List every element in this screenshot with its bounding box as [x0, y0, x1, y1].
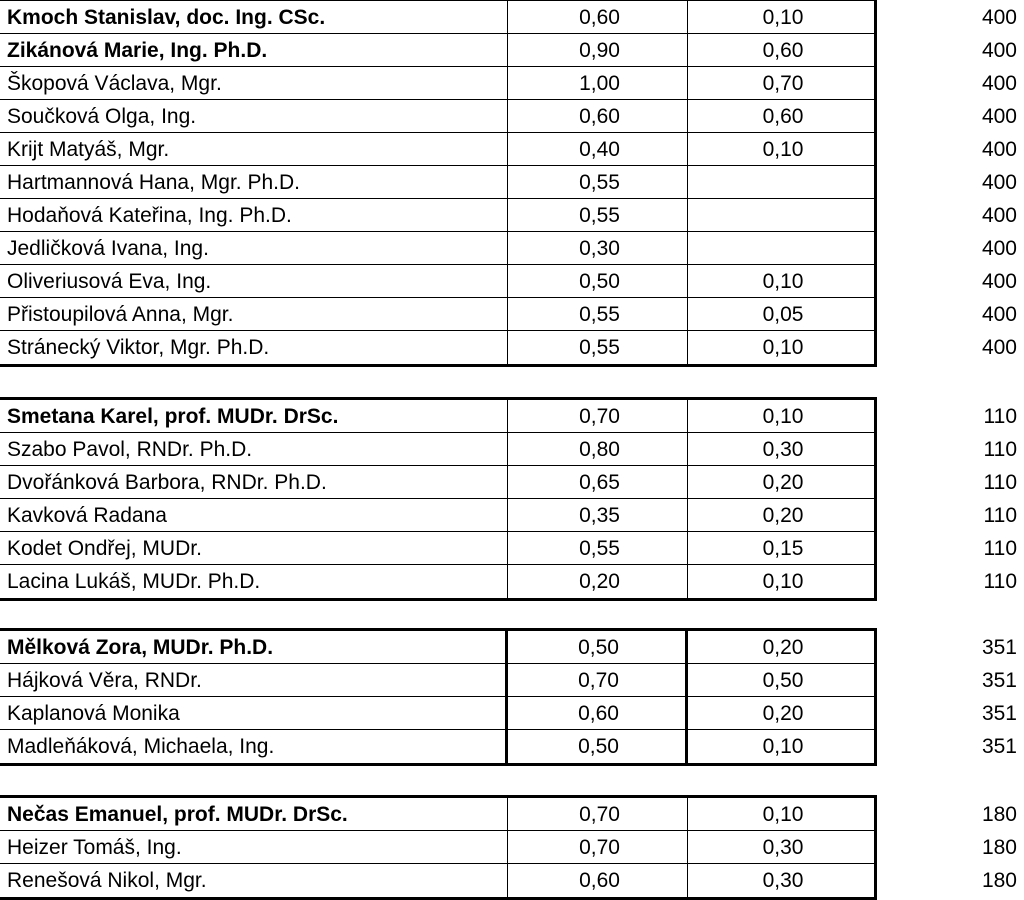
table-row — [0, 565, 874, 598]
table-row — [0, 466, 874, 499]
value1-cell[interactable]: 0,70 — [508, 831, 688, 863]
value1-cell[interactable]: 0,55 — [508, 166, 688, 198]
name-cell[interactable]: Szabo Pavol, RNDr. Ph.D. — [0, 433, 508, 465]
value2-cell[interactable]: 0,60 — [762, 105, 804, 128]
table-row — [0, 499, 874, 532]
table-row — [0, 298, 874, 331]
value1-cell[interactable]: 0,60 — [508, 697, 688, 729]
name-cell[interactable]: Smetana Karel, prof. MUDr. DrSc. — [0, 400, 508, 432]
name-cell[interactable]: Zikánová Marie, Ing. Ph.D. — [0, 34, 508, 66]
table-row — [0, 798, 874, 831]
name-cell[interactable]: Kmoch Stanislav, doc. Ing. CSc. — [0, 1, 508, 33]
code-cell[interactable]: 110 — [983, 438, 1017, 461]
name-cell[interactable]: Mělková Zora, MUDr. Ph.D. — [0, 631, 508, 663]
value1-cell[interactable]: 0,50 — [508, 730, 688, 763]
value2-cell[interactable] — [688, 199, 874, 231]
value2-cell[interactable]: 0,10 — [762, 6, 804, 29]
value2-cell[interactable]: 0,20 — [762, 636, 804, 659]
table-group — [0, 795, 877, 900]
code-cell[interactable]: 351 — [981, 669, 1017, 692]
value2-cell[interactable]: 0,10 — [762, 405, 804, 428]
value1-cell[interactable]: 0,60 — [508, 1, 688, 33]
value2-cell[interactable]: 0,05 — [762, 303, 804, 326]
name-cell[interactable]: Jedličková Ivana, Ing. — [0, 232, 508, 264]
value1-cell[interactable]: 0,80 — [508, 433, 688, 465]
value1-cell[interactable]: 0,65 — [508, 466, 688, 498]
name-cell[interactable]: Oliveriusová Eva, Ing. — [0, 265, 508, 297]
value2-cell[interactable]: 0,10 — [762, 138, 804, 161]
name-cell[interactable]: Lacina Lukáš, MUDr. Ph.D. — [0, 565, 508, 598]
table-row — [0, 831, 874, 864]
code-cell[interactable]: 180 — [981, 869, 1017, 892]
table-group — [0, 628, 877, 766]
value2-cell[interactable]: 0,10 — [762, 570, 804, 593]
table-row — [0, 400, 874, 433]
table-row — [0, 864, 874, 897]
name-cell[interactable]: Hodaňová Kateřina, Ing. Ph.D. — [0, 199, 508, 231]
code-cell[interactable]: 110 — [983, 405, 1017, 428]
table-row — [0, 433, 874, 466]
name-cell[interactable]: Součková Olga, Ing. — [0, 100, 508, 132]
code-cell[interactable]: 400 — [981, 336, 1017, 359]
code-cell[interactable]: 400 — [981, 6, 1017, 29]
value2-cell[interactable]: 0,20 — [762, 471, 804, 494]
code-cell[interactable]: 400 — [981, 39, 1017, 62]
value2-cell[interactable]: 0,30 — [762, 438, 804, 461]
name-cell[interactable]: Stránecký Viktor, Mgr. Ph.D. — [0, 331, 508, 364]
code-cell[interactable]: 110 — [983, 537, 1017, 560]
value1-cell[interactable]: 0,70 — [508, 798, 688, 830]
table-row — [0, 166, 874, 199]
table-row — [0, 133, 874, 166]
name-cell[interactable]: Renešová Nikol, Mgr. — [0, 864, 508, 897]
code-cell[interactable]: 110 — [983, 570, 1017, 593]
table-row — [0, 265, 874, 298]
table-row — [0, 67, 874, 100]
value2-cell[interactable]: 0,20 — [762, 504, 804, 527]
value2-cell[interactable] — [688, 166, 874, 198]
value1-cell[interactable]: 0,40 — [508, 133, 688, 165]
value1-cell[interactable]: 0,55 — [508, 298, 688, 330]
value2-cell[interactable]: 0,30 — [762, 869, 804, 892]
value1-cell[interactable]: 1,00 — [508, 67, 688, 99]
value2-cell[interactable]: 0,10 — [762, 735, 804, 758]
value1-cell[interactable]: 0,55 — [508, 199, 688, 231]
code-cell[interactable]: 180 — [981, 836, 1017, 859]
code-cell[interactable]: 400 — [981, 303, 1017, 326]
table-group — [0, 397, 877, 601]
code-cell[interactable]: 400 — [981, 204, 1017, 227]
code-cell[interactable]: 351 — [981, 636, 1017, 659]
code-cell[interactable]: 400 — [981, 237, 1017, 260]
table-row — [0, 631, 874, 664]
code-cell[interactable]: 400 — [981, 171, 1017, 194]
value2-cell[interactable]: 0,60 — [762, 39, 804, 62]
code-cell[interactable]: 351 — [981, 702, 1017, 725]
table-row — [0, 1, 874, 34]
name-cell[interactable]: Madleňáková, Michaela, Ing. — [0, 730, 508, 763]
value1-cell[interactable]: 0,70 — [508, 400, 688, 432]
value1-cell[interactable]: 0,20 — [508, 565, 688, 598]
name-cell[interactable]: Kaplanová Monika — [0, 697, 508, 729]
value2-cell[interactable]: 0,70 — [762, 72, 804, 95]
name-cell[interactable]: Škopová Václava, Mgr. — [0, 67, 508, 99]
code-cell[interactable]: 400 — [981, 105, 1017, 128]
name-cell[interactable]: Přistoupilová Anna, Mgr. — [0, 298, 508, 330]
name-cell[interactable]: Heizer Tomáš, Ing. — [0, 831, 508, 863]
value1-cell[interactable]: 0,55 — [508, 331, 688, 364]
table-row — [0, 697, 874, 730]
code-cell[interactable]: 351 — [981, 735, 1017, 758]
name-cell[interactable]: Hartmannová Hana, Mgr. Ph.D. — [0, 166, 508, 198]
value2-cell[interactable]: 0,50 — [762, 669, 804, 692]
value2-cell[interactable] — [688, 232, 874, 264]
value2-cell[interactable]: 0,20 — [762, 702, 804, 725]
code-cell[interactable]: 180 — [981, 803, 1017, 826]
name-cell[interactable]: Kodet Ondřej, MUDr. — [0, 532, 508, 564]
table-row — [0, 532, 874, 565]
value2-cell[interactable]: 0,10 — [762, 270, 804, 293]
name-cell[interactable]: Krijt Matyáš, Mgr. — [0, 133, 508, 165]
name-cell[interactable]: Dvořánková Barbora, RNDr. Ph.D. — [0, 466, 508, 498]
value1-cell[interactable]: 0,70 — [508, 664, 688, 696]
value2-cell[interactable]: 0,30 — [762, 836, 804, 859]
code-cell[interactable]: 110 — [983, 471, 1017, 494]
code-cell[interactable]: 110 — [983, 504, 1017, 527]
code-cell[interactable]: 400 — [981, 270, 1017, 293]
value1-cell[interactable]: 0,60 — [508, 100, 688, 132]
value1-cell[interactable]: 0,50 — [508, 631, 688, 663]
table-group — [0, 0, 877, 367]
code-cell[interactable]: 400 — [981, 138, 1017, 161]
table-row — [0, 664, 874, 697]
name-cell[interactable]: Nečas Emanuel, prof. MUDr. DrSc. — [0, 798, 508, 830]
code-cell[interactable]: 400 — [981, 72, 1017, 95]
table-row — [0, 100, 874, 133]
value1-cell[interactable]: 0,60 — [508, 864, 688, 897]
value2-cell[interactable]: 0,15 — [762, 537, 804, 560]
table-row — [0, 199, 874, 232]
table-row — [0, 34, 874, 67]
table-row — [0, 730, 874, 763]
name-cell[interactable]: Hájková Věra, RNDr. — [0, 664, 508, 696]
table-row — [0, 232, 874, 265]
value1-cell[interactable]: 0,90 — [508, 34, 688, 66]
value2-cell[interactable]: 0,10 — [762, 803, 804, 826]
value1-cell[interactable]: 0,50 — [508, 265, 688, 297]
value1-cell[interactable]: 0,30 — [508, 232, 688, 264]
value2-cell[interactable]: 0,10 — [762, 336, 804, 359]
table-row — [0, 331, 874, 364]
name-cell[interactable]: Kavková Radana — [0, 499, 508, 531]
value1-cell[interactable]: 0,35 — [508, 499, 688, 531]
value1-cell[interactable]: 0,55 — [508, 532, 688, 564]
